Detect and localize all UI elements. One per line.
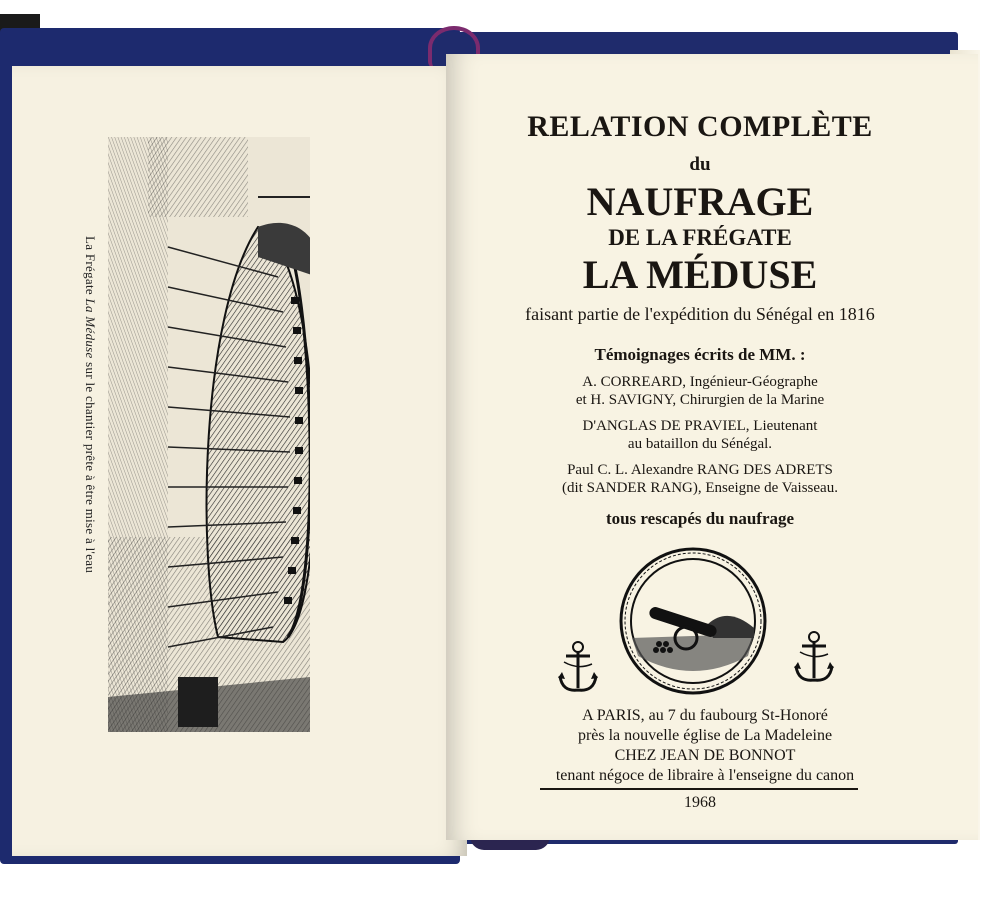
witness-3-line-b: (dit SANDER RANG), Enseigne de Vaisseau. <box>562 480 838 496</box>
title-line-de-la-fregate: DE LA FRÉGATE <box>608 225 792 250</box>
subtitle-expedition: faisant partie de l'expédition du Sénégal en 1816 <box>525 304 875 324</box>
anchor-icon <box>792 630 836 686</box>
title-line-la-meduse: LA MÉDUSE <box>582 252 818 297</box>
title-page-text <box>460 110 940 529</box>
witness-2-line-b: au bataillon du Sénégal. <box>627 436 773 452</box>
cannon-medallion-icon <box>618 546 768 696</box>
survivors-note: tous rescapés du naufrage <box>605 509 795 528</box>
witness-2-line-a: D'ANGLAS DE PRAVIEL, Lieutenant <box>582 418 818 434</box>
witness-3-line-a: Paul C. L. Alexandre RANG DES ADRETS <box>567 462 833 478</box>
title-line-relation: RELATION COMPLÈTE <box>527 110 873 143</box>
title-line-naufrage: NAUFRAGE <box>586 179 814 224</box>
caption-suffix: sur le chantier prête à être mise à l'eau <box>83 358 98 574</box>
witness-heading: Témoignages écrits de MM. : <box>594 345 806 364</box>
publication-year: 1968 <box>684 794 716 811</box>
imprint-line-4: tenant négoce de libraire à l'enseigne du canon <box>555 767 855 784</box>
show-through-text <box>316 276 436 436</box>
publisher-imprint <box>520 706 890 786</box>
caption-ship-name: La Méduse <box>83 298 98 359</box>
ship-engraving-drawing <box>108 137 310 732</box>
imprint-line-3: CHEZ JEAN DE BONNOT <box>614 747 796 764</box>
imprint-line-2: près la nouvelle église de La Madeleine <box>577 727 833 744</box>
imprint-line-1: A PARIS, au 7 du faubourg St-Honoré <box>582 707 828 724</box>
imprint-rule <box>540 788 858 790</box>
witness-1-line-a: A. CORREARD, Ingénieur-Géographe <box>582 374 818 390</box>
witness-1-line-b: et H. SAVIGNY, Chirurgien de la Marine <box>575 392 825 408</box>
anchor-icon <box>556 640 600 696</box>
caption-prefix: La Frégate <box>83 236 98 299</box>
title-line-du: du <box>689 154 711 175</box>
engraving-caption <box>78 236 98 626</box>
ship-engraving <box>108 137 310 732</box>
